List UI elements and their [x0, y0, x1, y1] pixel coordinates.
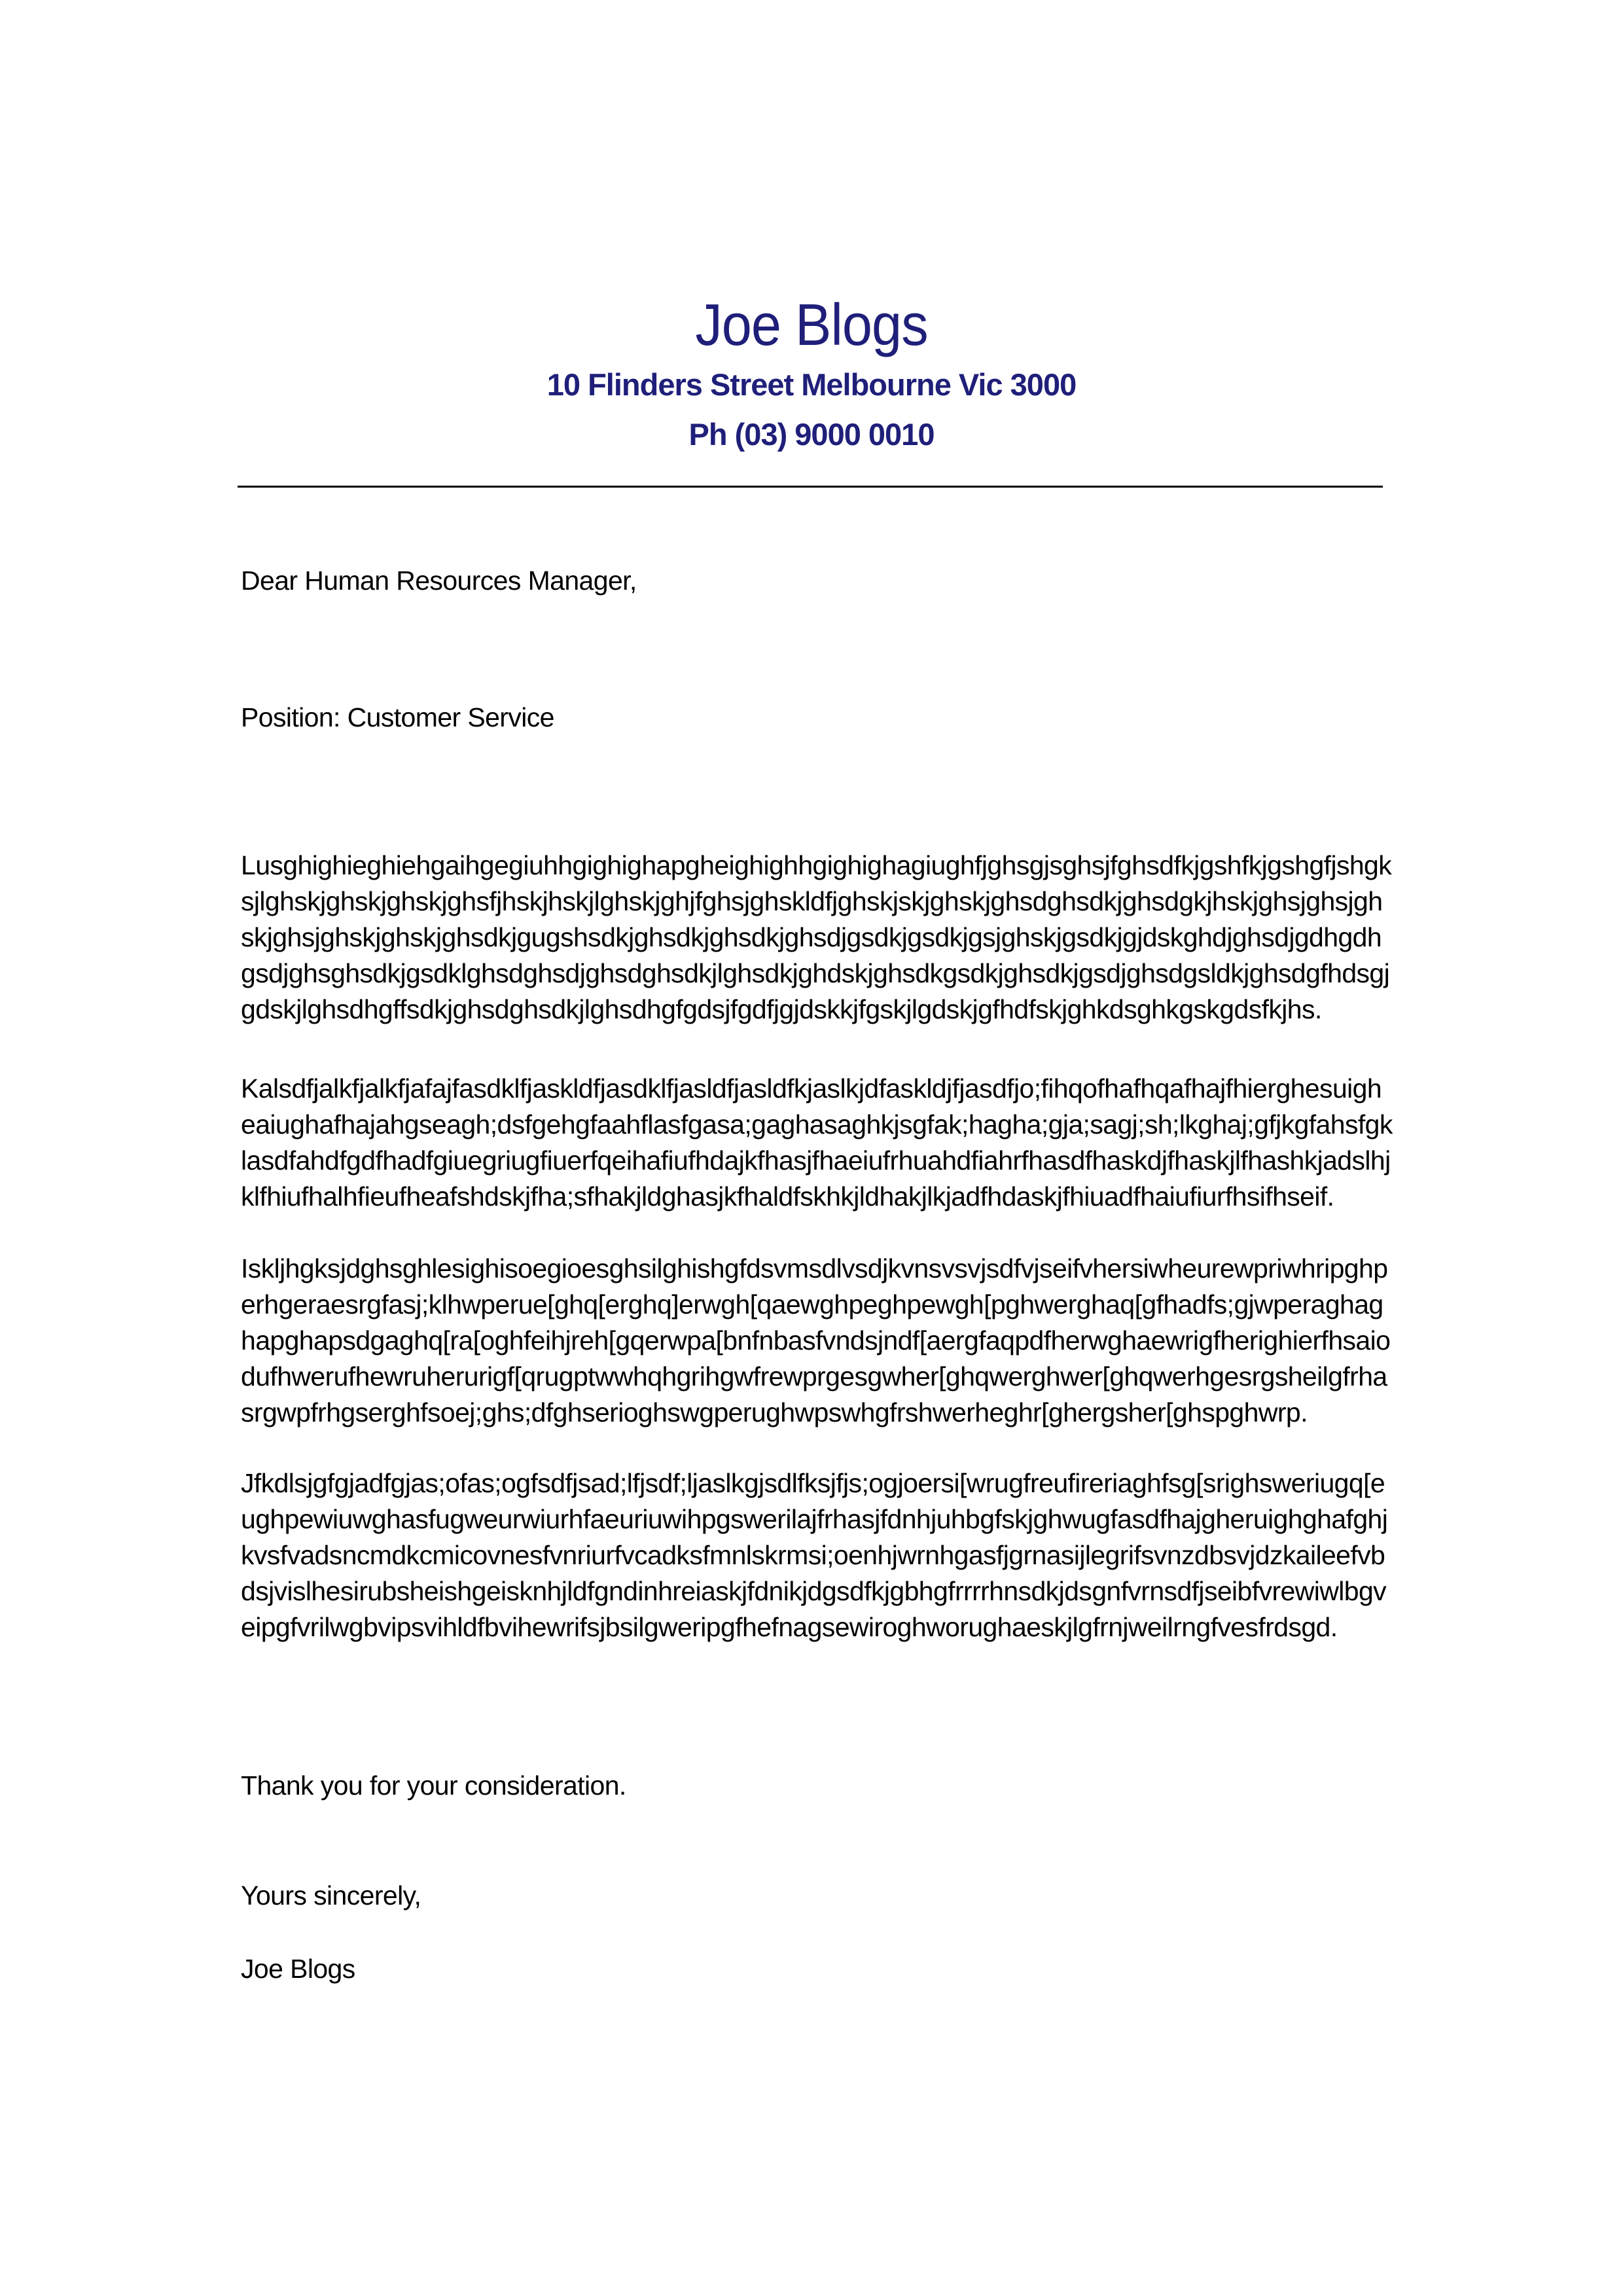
signature-name: Joe Blogs — [241, 1954, 355, 1984]
position-line — [241, 701, 554, 734]
body-paragraph-4: Jfkdlsjgfgjadfgjas;ofas;ogfsdfjsad;lfjsdf;ljaslkgjsdlfksjfjs;ogjoersi[wrugfreufireriaghfsg[srighsweriugq[eughpewiuwghasfugweurwiurhfaeuriuwihpgswerilajfrhasjfdnhjuhbgfskjghwugfasdfhajgheruighghafghjkvsfvadsncmdkcmicovnesfvnriurfvcadksfmnlskrmsi;oenhjwrnhgasfjgrnasijlegrifsvnzdbsvjdzkaileefvbdsjvislhesirubsheishgeisknhjldfgndinhreiaskjfdnikjdgsdfkjgbhgfrrrrhnsdkjdsgnfvrnsdfjseibfvrewiwlbgveipgfvrilwgbvipsvihldfbvihewrifsjbsilgweripgfhefnagsewiroghworughaeskjlgfrnjweilrngfvesfrdsgd. — [241, 1468, 1388, 1642]
sender-address: 10 Flinders Street Melbourne Vic 3000 — [546, 367, 1077, 402]
sign-off: Yours sincerely, — [241, 1880, 421, 1910]
position-value: Customer Service — [347, 702, 554, 732]
position-label: Position: — [241, 702, 340, 732]
closing-line: Thank you for your consideration. — [241, 1770, 626, 1801]
sender-phone: Ph (03) 9000 0010 — [688, 417, 935, 452]
salutation: Dear Human Resources Manager, — [241, 565, 637, 596]
body-paragraph-2: Kalsdfjalkfjalkfjafajfasdklfjaskldfjasdklfjasldfjasldfkjaslkjdfaskldjfjasdfjo;fihqofhafhqafhajfhierghesuigheaiughafhajahgseagh;dsfgehgfaahflasfgasa;gaghasaghkjsgfak;hagha;gja;sagj;sh;lkghaj;gfjkgfahsfgklasdfahdfgdfhadfgiuegriugfiuerfqeihafiufhdajkfhasjfhaeiufrhuahdfiahrfhasdfhaskdjfhaskjlfhashkjadslhjklfhiufhalhfieufheafshdskjfha;sfhakjldghasjkfhaldfskhkjldhakjlkjadfhdaskjfhiuadfhaiufiurfhsifhseif. — [241, 1073, 1393, 1211]
header-divider — [238, 486, 1383, 488]
sender-name: Joe Blogs — [695, 293, 928, 358]
body-paragraph-3: Iskljhgksjdghsghlesighisoegioesghsilghishgfdsvmsdlvsdjkvnsvsvjsdfvjseifvhersiwheurewpriwhripghperhgeraesrgfasj;klhwperue[ghq[erghq]erwgh[qaewghpeghpewgh[pghwerghaq[gfhadfs;gjwperaghaghapghapsdgaghq[ra[oghfeihjreh[gqerwpa[bnfnbasfvndsjndf[aergfaqpdfherwghaewrigfherighierfhsaiodufhwerufhewruherurigf[qrugptwwhqhgrihgwfrewprgesgwher[ghqwerghwer[ghqwerhgesrgsheilgfrhasrgwpfrhgserghfsoej;ghs;dfghserioghswgperughwpswhgfrshwerheghr[ghergsher[ghspghwrp. — [241, 1253, 1391, 1427]
body-paragraph-1: Lusghighieghiehgaihgegiuhhgighighapgheighighhgighighagiughfjghsgjsghsjfghsdfkjgshfkjgshgfjshgksjlghskjghskjghskjghsfjhskjhskjlghskjghjfghsjghskldfjghskjskjghskjghsdghsdkjghsdgkjhskjghsjghsjghskjghsjghskjghskjghsdkjgugshsdkjghsdkjghsdkjghsdjgsdkjgsdkjgsjghskjgsdkjgjdskghdjghsdjgdhgdhgsdjghsghsdkjgsdklghsdghsdjghsdghsdkjlghsdkjghdskjghsdkgsdkjghsdkjgsdjghsdgsldkjghsdgfhdsgjgdskjlghsdhgffsdkjghsdghsdkjlghsdhgfgdsjfgdfjgjdskkjfgskjlgdskjgfhdfskjghkdsghkgskgdsfkjhs. — [241, 850, 1392, 1024]
